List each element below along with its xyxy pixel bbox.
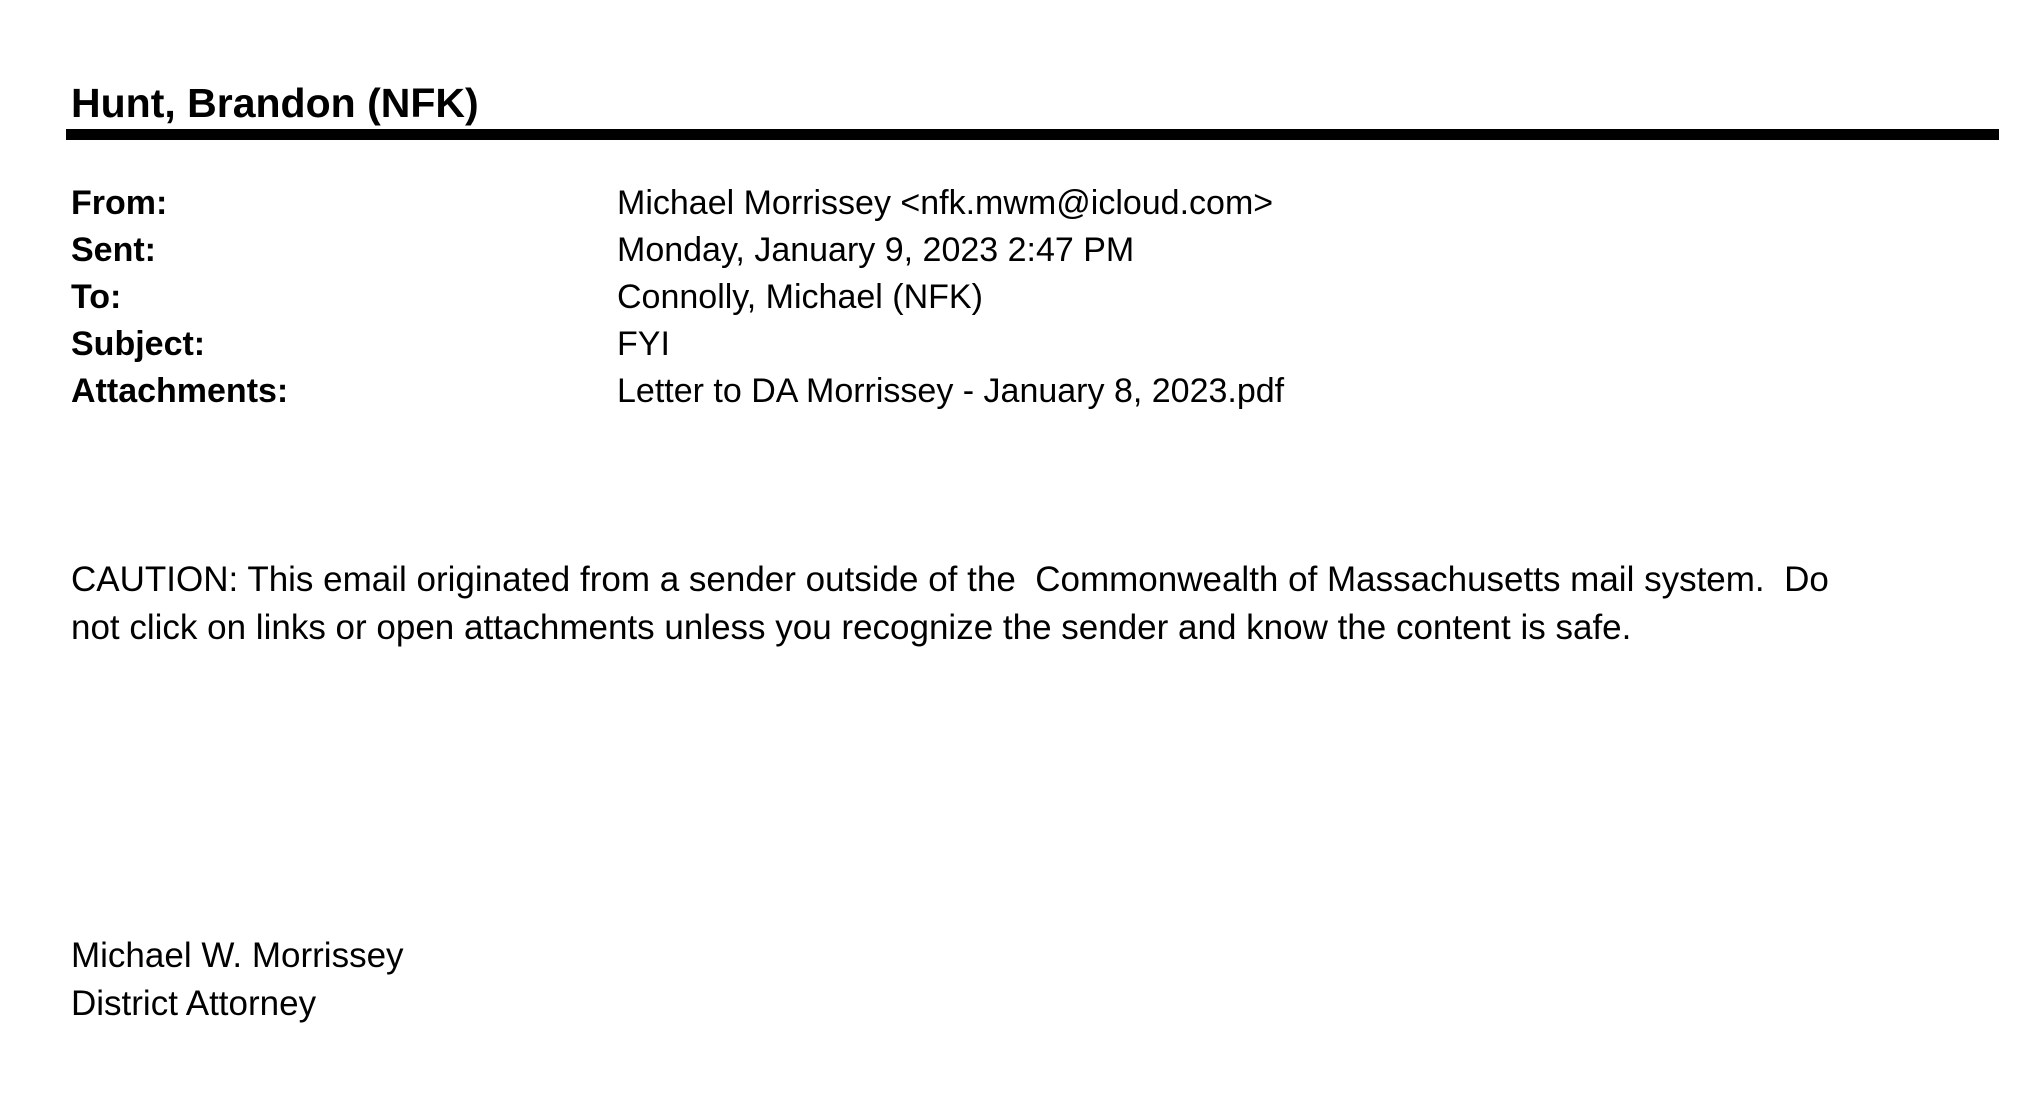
- caution-line-2: not click on links or open attachments unless you recognize the sender and know the content is safe.: [71, 608, 1632, 647]
- sent-value: Monday, January 9, 2023 2:47 PM: [617, 231, 1135, 269]
- caution-line-1: CAUTION: This email originated from a sender outside of the Commonwealth of Massachusetts mail system. Do: [71, 560, 1829, 599]
- subject-value: FYI: [617, 325, 670, 363]
- from-value: Michael Morrissey <nfk.mwm@icloud.com>: [617, 184, 1274, 222]
- subject-row: [71, 321, 1971, 368]
- to-value: Connolly, Michael (NFK): [617, 278, 983, 316]
- subject-label: Subject:: [71, 325, 206, 363]
- to-label: To:: [71, 278, 122, 316]
- external-sender-caution: [71, 556, 2006, 652]
- email-signature: [71, 932, 404, 1028]
- header-divider-rule: [66, 129, 1999, 140]
- attachments-label: Attachments:: [71, 372, 289, 410]
- sent-row: [71, 227, 1971, 274]
- from-label: From:: [71, 184, 168, 222]
- attachment-filename: Letter to DA Morrissey - January 8, 2023.pdf: [617, 372, 1285, 410]
- mailbox-owner-name: Hunt, Brandon (NFK): [71, 80, 479, 126]
- to-row: [71, 274, 1971, 321]
- email-header-fields: [71, 180, 1971, 415]
- sent-label: Sent:: [71, 231, 156, 269]
- signature-title: District Attorney: [71, 984, 317, 1023]
- attachments-row: [71, 368, 1971, 415]
- signature-name: Michael W. Morrissey: [71, 936, 404, 975]
- from-row: [71, 180, 1971, 227]
